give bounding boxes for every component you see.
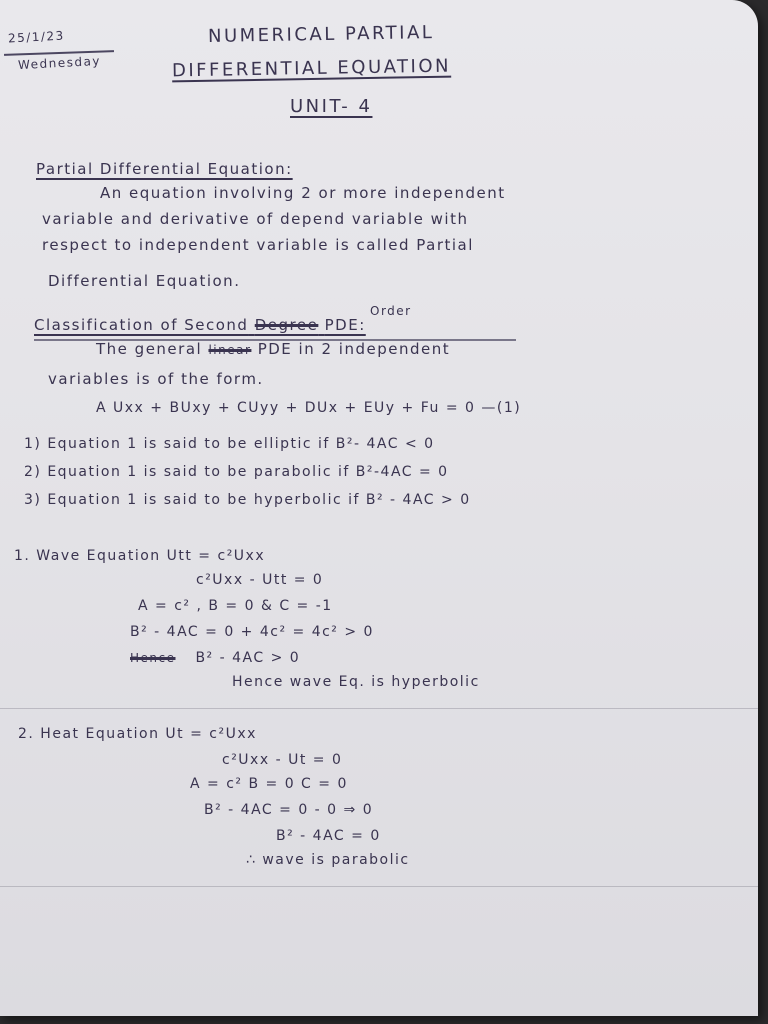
classification-heading-suffix: PDE:	[324, 316, 366, 334]
heat-conclusion: ∴ wave is parabolic	[246, 852, 410, 868]
pde-heading: Partial Differential Equation:	[36, 160, 293, 178]
case-elliptic: 1) Equation 1 is said to be elliptic if B²- 4AC < 0	[24, 436, 435, 452]
wave-step-4-text: B² - 4AC > 0	[195, 650, 301, 666]
wave-conclusion: Hence wave Eq. is hyperbolic	[232, 674, 480, 690]
ruled-line	[0, 708, 758, 709]
classification-heading-prefix: Classification of Second	[34, 316, 249, 334]
heat-equation-heading: 2. Heat Equation Ut = c²Uxx	[18, 726, 257, 742]
general-intro-line-2: variables is of the form.	[48, 370, 264, 388]
wave-equation-heading: 1. Wave Equation Utt = c²Uxx	[14, 548, 266, 564]
day: Wednesday	[17, 53, 102, 73]
date: 25/1/23	[7, 28, 66, 46]
wave-step-4	[130, 650, 300, 666]
classification-heading	[34, 316, 366, 334]
heat-step-2: A = c² B = 0 C = 0	[190, 776, 348, 792]
wave-step-2: A = c² , B = 0 & C = -1	[138, 598, 333, 614]
pde-line-3: respect to independent variable is called Partial	[42, 236, 474, 254]
case-parabolic: 2) Equation 1 is said to be parabolic if B²-4AC = 0	[24, 464, 449, 480]
inserted-word: Order	[370, 304, 412, 318]
heat-step-4: B² - 4AC = 0	[276, 828, 381, 844]
ruled-line	[0, 886, 758, 887]
wave-struck-word: Hence	[130, 651, 176, 665]
general-intro-post: PDE in 2 independent	[257, 340, 451, 358]
general-form-equation: A Uxx + BUxy + CUyy + DUx + EUy + Fu = 0 —(1)	[96, 400, 522, 416]
classification-heading-struck: Degree	[254, 316, 319, 334]
pde-line-2: variable and derivative of depend variable with	[42, 210, 469, 228]
case-hyperbolic: 3) Equation 1 is said to be hyperbolic if B² - 4AC > 0	[24, 492, 471, 508]
heat-step-1: c²Uxx - Ut = 0	[222, 752, 343, 768]
unit-heading: UNIT- 4	[290, 96, 373, 117]
pde-line-4: Differential Equation.	[48, 272, 241, 290]
wave-step-1: c²Uxx - Utt = 0	[196, 572, 324, 588]
general-intro-struck: linear	[208, 343, 252, 357]
title-line-2: DIFFERENTIAL EQUATION	[171, 55, 452, 82]
heat-step-3: B² - 4AC = 0 - 0 ⇒ 0	[204, 802, 374, 818]
pde-line-1: An equation involving 2 or more independent	[100, 184, 506, 202]
wave-step-3: B² - 4AC = 0 + 4c² = 4c² > 0	[130, 624, 374, 640]
title-line-1: NUMERICAL PARTIAL	[207, 22, 435, 47]
general-intro-pre: The general	[96, 340, 203, 358]
general-intro	[96, 340, 450, 358]
